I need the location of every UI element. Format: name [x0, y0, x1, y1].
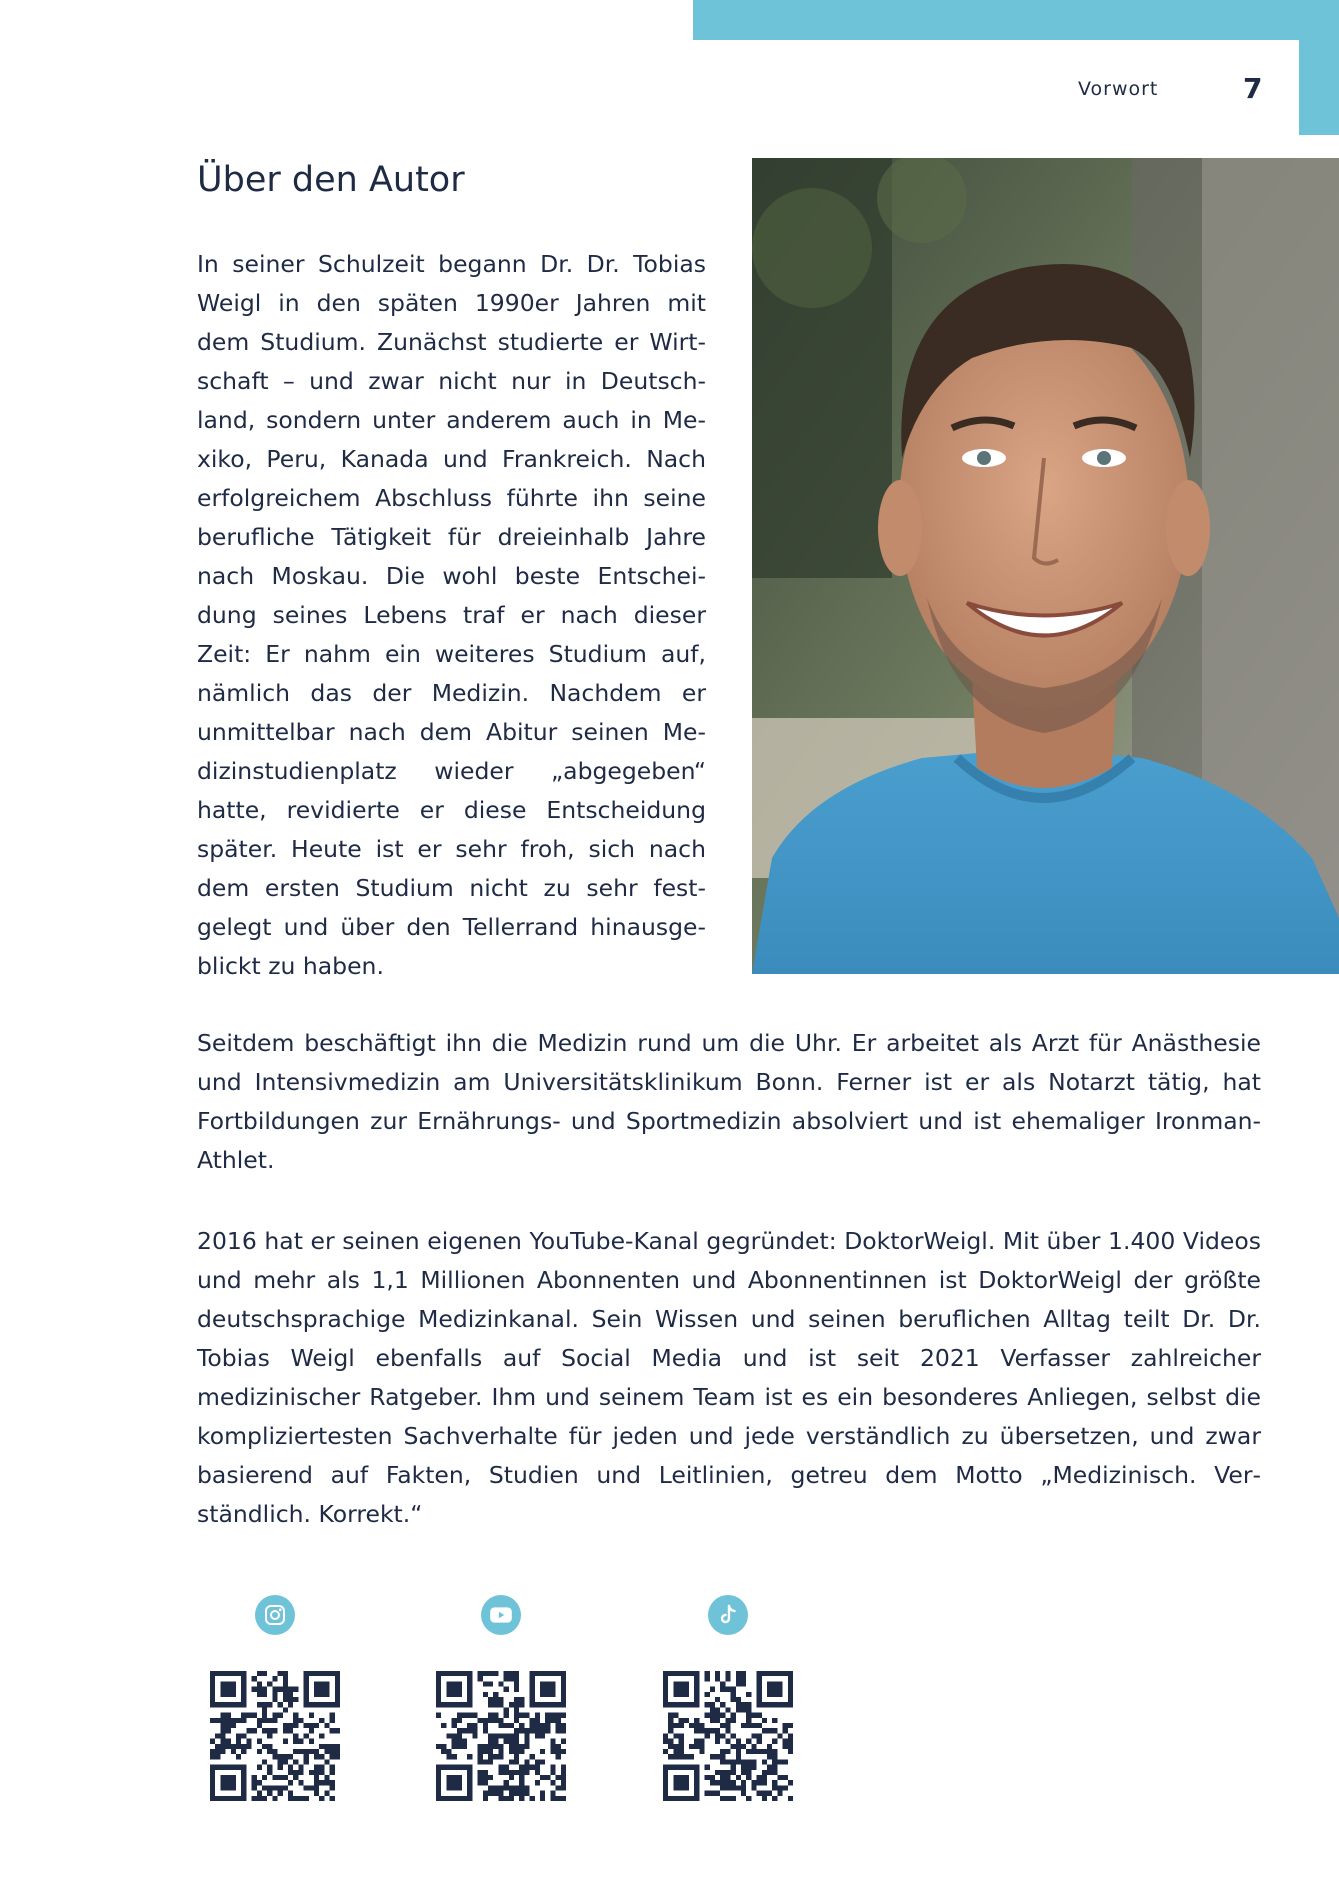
side-accent-bar	[1299, 0, 1339, 135]
youtube-icon[interactable]	[481, 1595, 521, 1635]
qr-code-tiktok[interactable]	[663, 1671, 793, 1801]
social-tiktok[interactable]	[663, 1595, 793, 1805]
instagram-icon[interactable]	[255, 1595, 295, 1635]
top-accent-bar	[693, 0, 1339, 40]
author-photo	[752, 158, 1339, 974]
social-instagram[interactable]	[210, 1595, 340, 1805]
social-youtube[interactable]	[436, 1595, 566, 1805]
paragraph-intro: In seiner Schulzeit begann Dr. Dr. Tobias Weigl in den späten 1990er Jahren mit dem Studium. Zunächst studierte er Wirtschaft – und zwar nicht nur in Deutschland, sondern unter anderem auch in Mexiko, Peru, Kanada und Frankreich. Nach erfolgreichem Abschluss führte ihn seine berufliche Tätigkeit für dreieinhalb Jahre nach Moskau. Die wohl beste Entscheidung seines Lebens traf er nach dieser Zeit: Er nahm ein weiteres Studium auf, nämlich das der Medizin. Nachdem er unmittelbar nach dem Abitur seinen Medizinstudienplatz wieder „abgegeben“ hatte, revidierte er diese Entscheidung später. Heute ist er sehr froh, sich nach dem ersten Studium nicht zu sehr festgelegt und über den Tellerrand hinausgeblickt zu haben.	[197, 250, 706, 980]
section-label: Vorwort	[1078, 78, 1159, 100]
paragraph-career: Seitdem beschäftigt ihn die Medizin rund um die Uhr. Er arbeitet als Arzt für Anästhesie und Intensivmedizin am Universitätsklinikum Bonn. Ferner ist er als Notarzt tätig, hat Fortbildungen zur Ernährungs- und Sportmedizin absolviert und ist ehemaliger Ironman-Athlet.	[197, 1029, 1261, 1174]
qr-code-youtube[interactable]	[436, 1671, 566, 1801]
qr-code-instagram[interactable]	[210, 1671, 340, 1801]
page-title: Über den Autor	[197, 160, 465, 200]
tiktok-icon[interactable]	[708, 1595, 748, 1635]
paragraph-youtube: 2016 hat er seinen eigenen YouTube-Kanal gegründet: DoktorWeigl. Mit über 1.400 Videos und mehr als 1,1 Millionen Abonnenten und Abonnentinnen ist DoktorWeigl der größte deutschsprachige Medizinkanal. Sein Wissen und seinen beruflichen Alltag teilt Dr. Dr. Tobias Weigl ebenfalls auf Social Media und ist seit 2021 Verfasser zahlreicher medizinischer Ratgeber. Ihm und seinem Team ist es ein besonderes Anliegen, selbst die kompliziertesten Sachverhalte für jeden und jede verständlich zu übersetzen, und zwar basierend auf Fakten, Studien und Leitlinien, getreu dem Motto „Medizinisch. Verständlich. Korrekt.“	[197, 1227, 1261, 1528]
page-number: 7	[1243, 72, 1263, 105]
